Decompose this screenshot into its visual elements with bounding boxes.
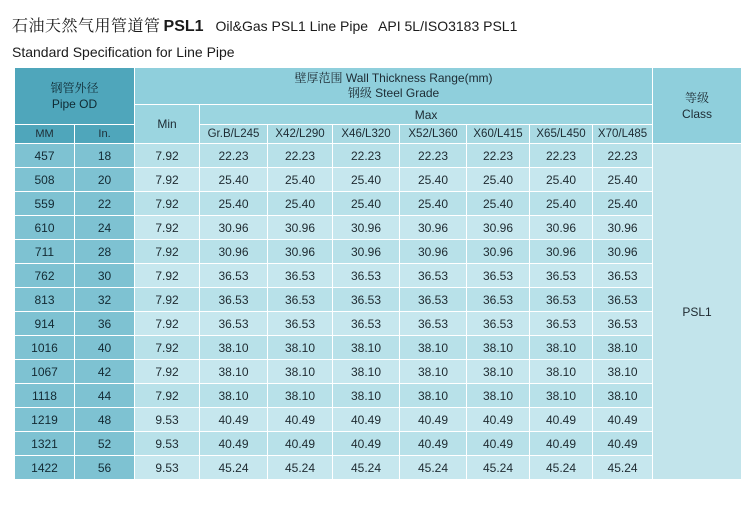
pipe-od-header-en: Pipe OD bbox=[51, 97, 98, 111]
min-thickness-cell: 7.92 bbox=[135, 384, 200, 408]
od-mm-cell: 559 bbox=[15, 192, 75, 216]
title-psl: PSL1 bbox=[163, 18, 204, 35]
mm-column-header: MM bbox=[15, 125, 75, 144]
max-thickness-cell: 36.53 bbox=[268, 264, 333, 288]
od-inch-cell: 42 bbox=[75, 360, 135, 384]
max-thickness-cell: 40.49 bbox=[467, 432, 530, 456]
table-row bbox=[15, 264, 742, 288]
max-thickness-cell: 36.53 bbox=[268, 312, 333, 336]
table-row bbox=[15, 192, 742, 216]
min-thickness-cell: 7.92 bbox=[135, 360, 200, 384]
max-thickness-cell: 40.49 bbox=[333, 408, 400, 432]
page-header bbox=[12, 16, 738, 61]
max-thickness-cell: 40.49 bbox=[593, 432, 653, 456]
max-thickness-cell: 25.40 bbox=[530, 168, 593, 192]
max-thickness-cell: 45.24 bbox=[593, 456, 653, 480]
min-thickness-cell: 7.92 bbox=[135, 336, 200, 360]
class-header-en: Class bbox=[682, 106, 713, 121]
wall-thickness-header-line2: 钢级 Steel Grade bbox=[347, 86, 440, 100]
od-mm-cell: 457 bbox=[15, 144, 75, 168]
min-thickness-cell: 9.53 bbox=[135, 408, 200, 432]
od-mm-cell: 508 bbox=[15, 168, 75, 192]
max-thickness-cell: 38.10 bbox=[530, 336, 593, 360]
max-thickness-cell: 45.24 bbox=[333, 456, 400, 480]
max-thickness-cell: 22.23 bbox=[467, 144, 530, 168]
max-thickness-cell: 38.10 bbox=[200, 336, 268, 360]
grade-header: X60/L415 bbox=[467, 125, 530, 144]
max-thickness-cell: 22.23 bbox=[530, 144, 593, 168]
max-thickness-cell: 40.49 bbox=[530, 408, 593, 432]
inch-column-header: In. bbox=[75, 125, 135, 144]
max-thickness-cell: 36.53 bbox=[333, 288, 400, 312]
max-thickness-cell: 25.40 bbox=[593, 192, 653, 216]
max-thickness-cell: 45.24 bbox=[400, 456, 467, 480]
max-thickness-cell: 30.96 bbox=[530, 240, 593, 264]
table-row bbox=[15, 432, 742, 456]
max-thickness-cell: 40.49 bbox=[467, 408, 530, 432]
grade-header: X42/L290 bbox=[268, 125, 333, 144]
min-thickness-cell: 7.92 bbox=[135, 168, 200, 192]
table-row bbox=[15, 240, 742, 264]
max-thickness-cell: 25.40 bbox=[200, 168, 268, 192]
table-row bbox=[15, 216, 742, 240]
od-inch-cell: 32 bbox=[75, 288, 135, 312]
max-thickness-cell: 38.10 bbox=[400, 384, 467, 408]
title-standard: API 5L/ISO3183 PSL1 bbox=[378, 18, 518, 34]
max-thickness-cell: 22.23 bbox=[200, 144, 268, 168]
od-mm-cell: 1422 bbox=[15, 456, 75, 480]
wall-thickness-header-line1: 壁厚范围 Wall Thickness Range(mm) bbox=[294, 71, 493, 85]
max-thickness-cell: 38.10 bbox=[268, 384, 333, 408]
grade-header: X70/L485 bbox=[593, 125, 653, 144]
od-mm-cell: 610 bbox=[15, 216, 75, 240]
class-value-cell: PSL1 bbox=[653, 144, 742, 480]
spec-table-head bbox=[15, 68, 742, 144]
min-thickness-cell: 7.92 bbox=[135, 144, 200, 168]
max-thickness-cell: 36.53 bbox=[333, 264, 400, 288]
max-thickness-cell: 38.10 bbox=[530, 360, 593, 384]
od-inch-cell: 22 bbox=[75, 192, 135, 216]
od-mm-cell: 1067 bbox=[15, 360, 75, 384]
min-thickness-cell: 9.53 bbox=[135, 432, 200, 456]
max-thickness-cell: 25.40 bbox=[400, 168, 467, 192]
max-thickness-cell: 36.53 bbox=[467, 264, 530, 288]
min-thickness-cell: 7.92 bbox=[135, 264, 200, 288]
max-thickness-cell: 36.53 bbox=[268, 288, 333, 312]
table-row bbox=[15, 144, 742, 168]
max-thickness-cell: 30.96 bbox=[200, 216, 268, 240]
min-thickness-cell: 7.92 bbox=[135, 288, 200, 312]
max-thickness-cell: 25.40 bbox=[400, 192, 467, 216]
max-thickness-cell: 38.10 bbox=[268, 336, 333, 360]
max-thickness-cell: 38.10 bbox=[593, 336, 653, 360]
od-inch-cell: 52 bbox=[75, 432, 135, 456]
table-row bbox=[15, 384, 742, 408]
table-row bbox=[15, 456, 742, 480]
max-thickness-cell: 30.96 bbox=[400, 216, 467, 240]
max-thickness-cell: 30.96 bbox=[467, 216, 530, 240]
class-header-cn: 等级 bbox=[685, 90, 710, 105]
od-mm-cell: 1321 bbox=[15, 432, 75, 456]
max-thickness-cell: 25.40 bbox=[593, 168, 653, 192]
max-thickness-cell: 38.10 bbox=[593, 384, 653, 408]
min-thickness-cell: 7.92 bbox=[135, 192, 200, 216]
max-thickness-cell: 30.96 bbox=[593, 216, 653, 240]
max-thickness-cell: 38.10 bbox=[333, 360, 400, 384]
max-thickness-cell: 36.53 bbox=[593, 264, 653, 288]
od-inch-cell: 36 bbox=[75, 312, 135, 336]
max-thickness-cell: 25.40 bbox=[467, 168, 530, 192]
od-inch-cell: 20 bbox=[75, 168, 135, 192]
max-thickness-cell: 22.23 bbox=[593, 144, 653, 168]
max-thickness-cell: 36.53 bbox=[530, 288, 593, 312]
grade-header: X46/L320 bbox=[333, 125, 400, 144]
max-thickness-cell: 36.53 bbox=[593, 312, 653, 336]
max-thickness-cell: 36.53 bbox=[530, 264, 593, 288]
max-thickness-cell: 36.53 bbox=[333, 312, 400, 336]
max-thickness-cell: 30.96 bbox=[268, 240, 333, 264]
max-thickness-cell: 25.40 bbox=[530, 192, 593, 216]
pipe-od-header-cn: 钢管外径 bbox=[50, 81, 99, 95]
spec-table bbox=[14, 67, 742, 480]
max-thickness-cell: 25.40 bbox=[268, 192, 333, 216]
table-row bbox=[15, 288, 742, 312]
od-mm-cell: 711 bbox=[15, 240, 75, 264]
max-thickness-cell: 40.49 bbox=[400, 408, 467, 432]
od-inch-cell: 18 bbox=[75, 144, 135, 168]
max-thickness-cell: 38.10 bbox=[200, 384, 268, 408]
max-thickness-cell: 30.96 bbox=[200, 240, 268, 264]
max-thickness-cell: 40.49 bbox=[593, 408, 653, 432]
max-thickness-cell: 38.10 bbox=[400, 360, 467, 384]
od-inch-cell: 48 bbox=[75, 408, 135, 432]
max-thickness-cell: 38.10 bbox=[530, 384, 593, 408]
max-thickness-cell: 40.49 bbox=[530, 432, 593, 456]
max-thickness-cell: 40.49 bbox=[268, 408, 333, 432]
grade-header: X52/L360 bbox=[400, 125, 467, 144]
grade-header: X65/L450 bbox=[530, 125, 593, 144]
max-thickness-cell: 38.10 bbox=[467, 384, 530, 408]
od-inch-cell: 24 bbox=[75, 216, 135, 240]
max-thickness-cell: 36.53 bbox=[400, 312, 467, 336]
table-row bbox=[15, 336, 742, 360]
max-thickness-cell: 30.96 bbox=[593, 240, 653, 264]
table-row bbox=[15, 408, 742, 432]
max-thickness-cell: 38.10 bbox=[333, 384, 400, 408]
max-thickness-cell: 45.24 bbox=[200, 456, 268, 480]
max-thickness-cell: 30.96 bbox=[333, 240, 400, 264]
od-mm-cell: 914 bbox=[15, 312, 75, 336]
max-thickness-cell: 30.96 bbox=[467, 240, 530, 264]
wall-thickness-header bbox=[135, 68, 653, 105]
max-thickness-cell: 25.40 bbox=[333, 168, 400, 192]
max-thickness-cell: 30.96 bbox=[333, 216, 400, 240]
table-row bbox=[15, 312, 742, 336]
page-title bbox=[12, 16, 738, 37]
od-inch-cell: 28 bbox=[75, 240, 135, 264]
max-thickness-cell: 38.10 bbox=[467, 336, 530, 360]
min-header: Min bbox=[135, 105, 200, 144]
max-thickness-cell: 36.53 bbox=[593, 288, 653, 312]
max-thickness-cell: 38.10 bbox=[400, 336, 467, 360]
max-thickness-cell: 36.53 bbox=[200, 264, 268, 288]
max-thickness-cell: 38.10 bbox=[268, 360, 333, 384]
max-thickness-cell: 36.53 bbox=[400, 288, 467, 312]
page-subtitle: Standard Specification for Line Pipe bbox=[12, 44, 235, 60]
od-mm-cell: 1016 bbox=[15, 336, 75, 360]
max-thickness-cell: 22.23 bbox=[268, 144, 333, 168]
max-thickness-cell: 40.49 bbox=[200, 408, 268, 432]
spec-table-container bbox=[14, 67, 740, 492]
max-thickness-cell: 36.53 bbox=[400, 264, 467, 288]
max-thickness-cell: 40.49 bbox=[400, 432, 467, 456]
max-thickness-cell: 40.49 bbox=[200, 432, 268, 456]
max-thickness-cell: 36.53 bbox=[200, 312, 268, 336]
od-inch-cell: 30 bbox=[75, 264, 135, 288]
max-thickness-cell: 40.49 bbox=[333, 432, 400, 456]
max-thickness-cell: 38.10 bbox=[200, 360, 268, 384]
max-thickness-cell: 25.40 bbox=[268, 168, 333, 192]
max-thickness-cell: 30.96 bbox=[530, 216, 593, 240]
min-thickness-cell: 7.92 bbox=[135, 240, 200, 264]
od-inch-cell: 40 bbox=[75, 336, 135, 360]
table-row bbox=[15, 168, 742, 192]
max-thickness-cell: 30.96 bbox=[268, 216, 333, 240]
min-thickness-cell: 7.92 bbox=[135, 312, 200, 336]
max-thickness-cell: 45.24 bbox=[530, 456, 593, 480]
max-thickness-cell: 22.23 bbox=[400, 144, 467, 168]
max-thickness-cell: 45.24 bbox=[467, 456, 530, 480]
title-english: Oil&Gas PSL1 Line Pipe bbox=[215, 18, 369, 34]
od-mm-cell: 1219 bbox=[15, 408, 75, 432]
max-thickness-cell: 38.10 bbox=[593, 360, 653, 384]
od-inch-cell: 44 bbox=[75, 384, 135, 408]
max-thickness-cell: 30.96 bbox=[400, 240, 467, 264]
max-thickness-cell: 38.10 bbox=[467, 360, 530, 384]
min-thickness-cell: 7.92 bbox=[135, 216, 200, 240]
pipe-od-header bbox=[15, 68, 135, 125]
od-inch-cell: 56 bbox=[75, 456, 135, 480]
max-thickness-cell: 36.53 bbox=[200, 288, 268, 312]
od-mm-cell: 1118 bbox=[15, 384, 75, 408]
title-chinese: 石油天然气用管道管 bbox=[12, 16, 161, 35]
table-row bbox=[15, 360, 742, 384]
max-thickness-cell: 36.53 bbox=[530, 312, 593, 336]
max-header: Max bbox=[200, 105, 653, 125]
max-thickness-cell: 25.40 bbox=[333, 192, 400, 216]
class-header bbox=[653, 68, 742, 144]
max-thickness-cell: 22.23 bbox=[333, 144, 400, 168]
max-thickness-cell: 38.10 bbox=[333, 336, 400, 360]
grade-header: Gr.B/L245 bbox=[200, 125, 268, 144]
max-thickness-cell: 36.53 bbox=[467, 312, 530, 336]
od-mm-cell: 813 bbox=[15, 288, 75, 312]
max-thickness-cell: 40.49 bbox=[268, 432, 333, 456]
max-thickness-cell: 25.40 bbox=[467, 192, 530, 216]
max-thickness-cell: 45.24 bbox=[268, 456, 333, 480]
max-thickness-cell: 36.53 bbox=[467, 288, 530, 312]
spec-table-body bbox=[15, 144, 742, 480]
max-thickness-cell: 25.40 bbox=[200, 192, 268, 216]
od-mm-cell: 762 bbox=[15, 264, 75, 288]
min-thickness-cell: 9.53 bbox=[135, 456, 200, 480]
